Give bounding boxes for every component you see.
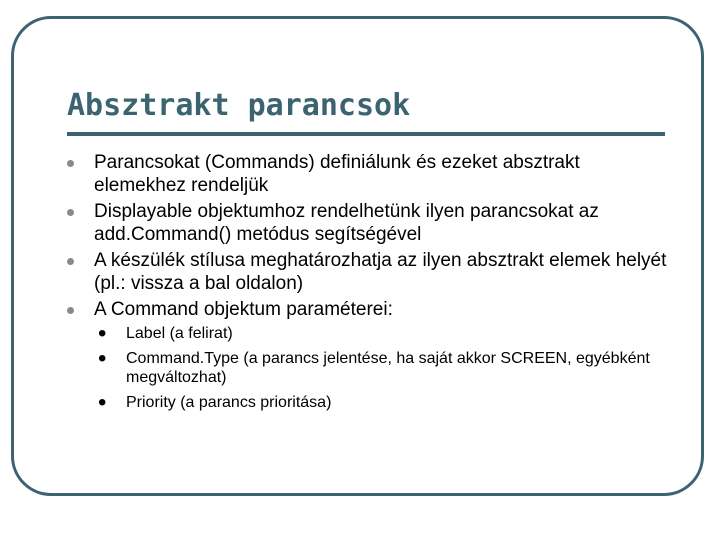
bullet-dot-icon [67,209,74,216]
bullet-item [64,299,674,416]
bullet-text: Parancsokat (Commands) definiálunk és ezeket absztrakt elemekhez rendeljük [94,152,580,196]
sub-bullet-dot-icon: • [98,388,107,416]
bullet-dot-icon [67,307,74,314]
bullet-dot-icon [67,160,74,167]
bullet-item [64,152,674,197]
slide-title: Absztrakt parancsok [67,88,411,123]
sub-bullet-dot-icon: • [98,344,107,372]
bullet-text: A készülék stílusa meghatározhatja az ilyen absztrakt elemek helyét (pl.: vissza a bal oldalon) [94,250,667,294]
bullet-text: A Command objektum paraméterei: [94,299,393,320]
title-underline [67,132,665,136]
bullet-list [64,152,674,418]
bullet-item [64,201,674,246]
sub-bullet-list [94,319,674,416]
bullet-text: Displayable objektumhoz rendelhetünk ilyen parancsokat az add.Command() metódus segítségével [94,201,599,245]
bullet-dot-icon [67,258,74,265]
sub-bullet-dot-icon: • [98,319,107,347]
sub-bullet-item [94,344,674,387]
sub-bullet-text: Command.Type (a parancs jelentése, ha saját akkor SCREEN, egyébként megváltozhat) [126,349,650,386]
sub-bullet-text: Priority (a parancs prioritása) [126,393,332,411]
sub-bullet-item [94,319,674,347]
sub-bullet-item [94,388,674,416]
sub-bullet-text: Label (a felirat) [126,324,233,342]
bullet-item [64,250,674,295]
